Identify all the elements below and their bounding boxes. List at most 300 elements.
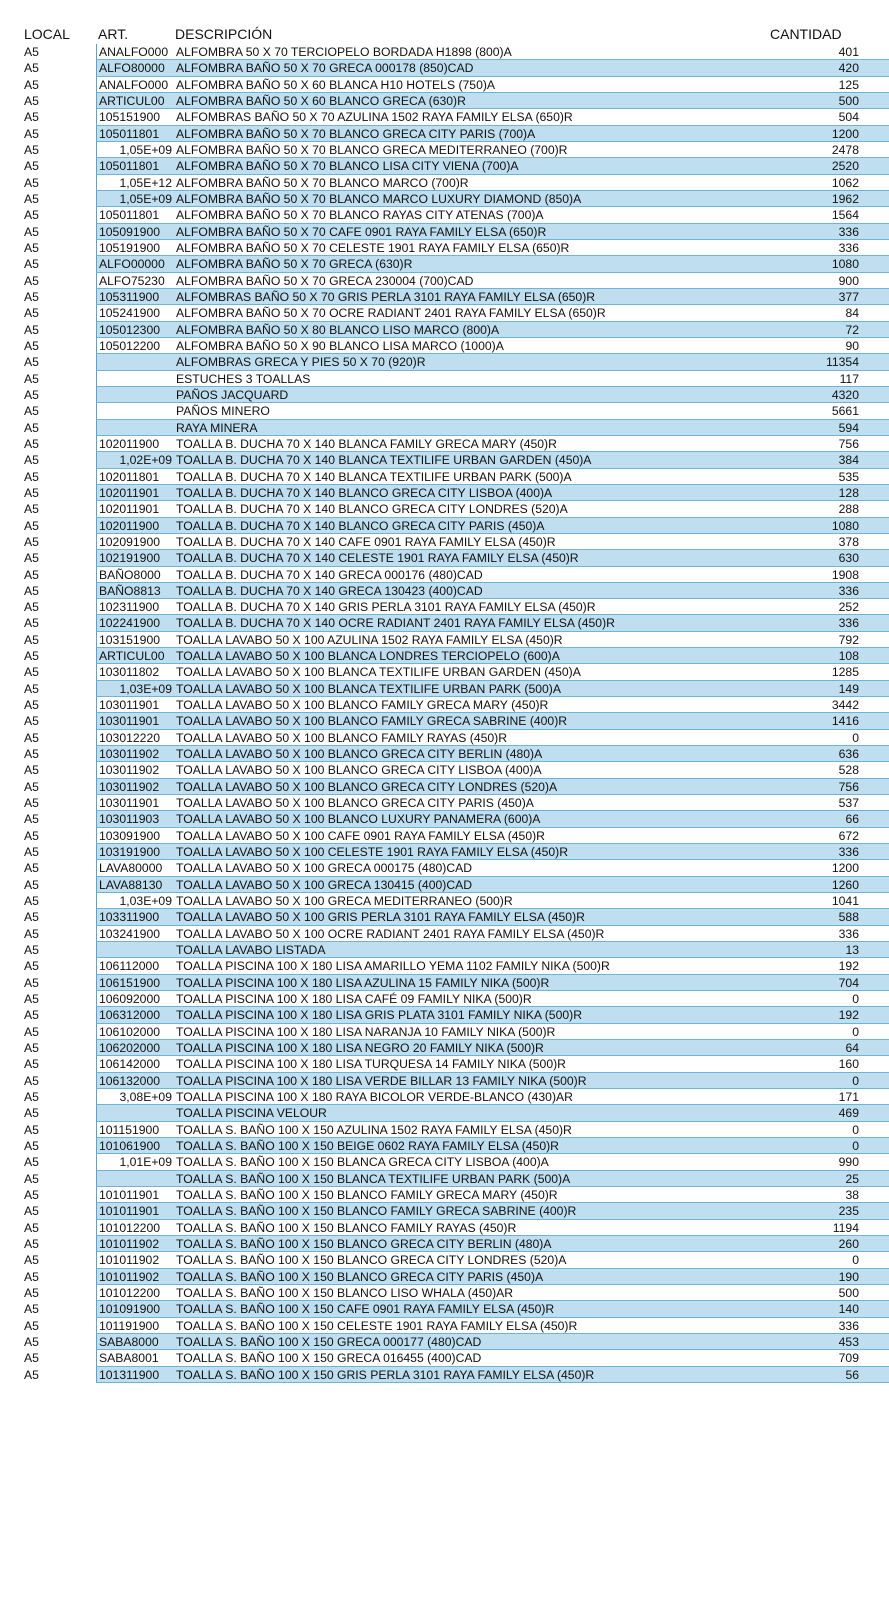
cell-local: A5 [24, 1122, 39, 1137]
cell-quantity: 0 [774, 730, 889, 746]
cell-local: A5 [24, 812, 39, 827]
cell-quantity: 528 [774, 762, 889, 778]
table-row [0, 1285, 889, 1301]
cell-description: TOALLA S. BAÑO 100 X 150 BLANCO FAMILY RAYAS (450)R [174, 1220, 774, 1236]
cell-quantity: 90 [774, 338, 889, 354]
cell-art: 106092000 [96, 991, 174, 1007]
cell-quantity: 0 [774, 991, 889, 1007]
cell-local: A5 [24, 877, 39, 892]
cell-art: 103011902 [96, 746, 174, 762]
table-row [0, 567, 889, 583]
table-row [0, 681, 889, 697]
cell-art: 103011901 [96, 795, 174, 811]
table-row [0, 1301, 889, 1317]
table-row [0, 991, 889, 1007]
cell-art: 106142000 [96, 1056, 174, 1072]
table-row [0, 942, 889, 958]
table-row [0, 1138, 889, 1154]
cell-local: A5 [24, 191, 39, 206]
cell-local: A5 [24, 796, 39, 811]
cell-local: A5 [24, 1041, 39, 1056]
cell-quantity: 469 [774, 1105, 889, 1121]
table-row [0, 1318, 889, 1334]
table-row [0, 207, 889, 223]
cell-local: A5 [24, 93, 39, 108]
cell-description: TOALLA LAVABO 50 X 100 BLANCO GRECA CITY LONDRES (520)A [174, 779, 774, 795]
cell-art: 1,05E+12 [96, 175, 174, 191]
cell-art: 3,08E+09 [96, 1089, 174, 1105]
cell-art: BAÑO8813 [96, 583, 174, 599]
cell-quantity: 630 [774, 550, 889, 566]
cell-quantity: 1564 [774, 207, 889, 223]
cell-quantity: 378 [774, 534, 889, 550]
cell-local: A5 [24, 1155, 39, 1170]
cell-description: ALFOMBRA BAÑO 50 X 70 CELESTE 1901 RAYA FAMILY ELSA (650)R [174, 240, 774, 256]
cell-art: ARTICUL00 [96, 648, 174, 664]
cell-local: A5 [24, 289, 39, 304]
cell-quantity: 336 [774, 926, 889, 942]
cell-quantity: 756 [774, 436, 889, 452]
cell-local: A5 [24, 518, 39, 533]
cell-art: 1,01E+09 [96, 1154, 174, 1170]
cell-local: A5 [24, 420, 39, 435]
cell-local: A5 [24, 1253, 39, 1268]
cell-art: 102011901 [96, 501, 174, 517]
cell-art: 106202000 [96, 1040, 174, 1056]
cell-local: A5 [24, 1008, 39, 1023]
cell-description: ALFOMBRA BAÑO 50 X 70 BLANCO GRECA MEDITERRANEO (700)R [174, 142, 774, 158]
cell-local: A5 [24, 1024, 39, 1039]
cell-quantity: 0 [774, 1252, 889, 1268]
table-row [0, 1089, 889, 1105]
cell-art: 106102000 [96, 1024, 174, 1040]
cell-quantity: 0 [774, 1122, 889, 1138]
cell-quantity: 1260 [774, 877, 889, 893]
cell-local: A5 [24, 861, 39, 876]
cell-local: A5 [24, 567, 39, 582]
cell-description: ALFOMBRA BAÑO 50 X 60 BLANCO GRECA (630)R [174, 93, 774, 109]
table-row [0, 436, 889, 452]
cell-art: 101151900 [96, 1122, 174, 1138]
table-row [0, 1350, 889, 1366]
cell-local: A5 [24, 224, 39, 239]
header-quantity: CANTIDAD [770, 26, 842, 42]
cell-description: TOALLA PISCINA 100 X 180 LISA AMARILLO YEMA 1102 FAMILY NIKA (500)R [174, 958, 774, 974]
cell-art: 103241900 [96, 926, 174, 942]
cell-description: TOALLA B. DUCHA 70 X 140 GRECA 000176 (480)CAD [174, 567, 774, 583]
cell-local: A5 [24, 779, 39, 794]
cell-quantity: 377 [774, 289, 889, 305]
cell-quantity: 900 [774, 273, 889, 289]
cell-quantity: 160 [774, 1056, 889, 1072]
cell-local: A5 [24, 126, 39, 141]
cell-description: TOALLA LAVABO 50 X 100 GRECA 000175 (480)CAD [174, 860, 774, 876]
cell-local: A5 [24, 77, 39, 92]
cell-art: 105012200 [96, 338, 174, 354]
cell-art: 103311900 [96, 909, 174, 925]
cell-local: A5 [24, 730, 39, 745]
table-row [0, 1154, 889, 1170]
table-row [0, 632, 889, 648]
cell-local: A5 [24, 975, 39, 990]
cell-art: 101311900 [96, 1367, 174, 1383]
table-row [0, 273, 889, 289]
cell-local: A5 [24, 1269, 39, 1284]
table-row [0, 1007, 889, 1023]
cell-local: A5 [24, 175, 39, 190]
cell-quantity: 1080 [774, 518, 889, 534]
cell-quantity: 1962 [774, 191, 889, 207]
cell-local: A5 [24, 583, 39, 598]
cell-quantity: 125 [774, 77, 889, 93]
cell-quantity: 1041 [774, 893, 889, 909]
cell-local: A5 [24, 828, 39, 843]
cell-local: A5 [24, 436, 39, 451]
cell-quantity: 336 [774, 844, 889, 860]
cell-local: A5 [24, 894, 39, 909]
cell-description: ALFOMBRA BAÑO 50 X 60 BLANCA H10 HOTELS (750)A [174, 77, 774, 93]
cell-description: TOALLA S. BAÑO 100 X 150 BLANCO GRECA CITY LONDRES (520)A [174, 1252, 774, 1268]
header-local: LOCAL [24, 26, 70, 42]
cell-art [96, 1105, 174, 1121]
header-art: ART. [98, 26, 129, 42]
cell-description: RAYA MINERA [174, 420, 774, 436]
cell-art: SABA8001 [96, 1350, 174, 1366]
cell-art [96, 354, 174, 370]
cell-description: TOALLA B. DUCHA 70 X 140 BLANCA FAMILY GRECA MARY (450)R [174, 436, 774, 452]
cell-local: A5 [24, 110, 39, 125]
cell-quantity: 38 [774, 1187, 889, 1203]
cell-local: A5 [24, 1171, 39, 1186]
cell-description: TOALLA LAVABO 50 X 100 GRECA MEDITERRANEO (500)R [174, 893, 774, 909]
table-row [0, 1056, 889, 1072]
cell-art [96, 387, 174, 403]
cell-quantity: 756 [774, 779, 889, 795]
cell-description: TOALLA B. DUCHA 70 X 140 BLANCO GRECA CITY LONDRES (520)A [174, 501, 774, 517]
cell-art: 102191900 [96, 550, 174, 566]
cell-local: A5 [24, 355, 39, 370]
cell-quantity: 72 [774, 322, 889, 338]
table-row [0, 730, 889, 746]
table-row [0, 354, 889, 370]
cell-local: A5 [24, 1057, 39, 1072]
table-row [0, 762, 889, 778]
cell-local: A5 [24, 257, 39, 272]
cell-quantity: 1200 [774, 860, 889, 876]
cell-description: ALFOMBRA BAÑO 50 X 70 BLANCO LISA CITY VIENA (700)A [174, 158, 774, 174]
table-row [0, 664, 889, 680]
cell-art: 103091900 [96, 828, 174, 844]
cell-description: ALFOMBRA BAÑO 50 X 70 GRECA (630)R [174, 256, 774, 272]
cell-description: TOALLA S. BAÑO 100 X 150 GRECA 000177 (480)CAD [174, 1334, 774, 1350]
cell-quantity: 594 [774, 420, 889, 436]
cell-description: TOALLA LAVABO 50 X 100 GRIS PERLA 3101 RAYA FAMILY ELSA (450)R [174, 909, 774, 925]
cell-art: LAVA88130 [96, 877, 174, 893]
table-row [0, 469, 889, 485]
cell-quantity: 171 [774, 1089, 889, 1105]
cell-local: A5 [24, 387, 39, 402]
cell-art: 102011901 [96, 485, 174, 501]
table-row [0, 1024, 889, 1040]
cell-local: A5 [24, 926, 39, 941]
cell-description: TOALLA PISCINA 100 X 180 LISA GRIS PLATA 3101 FAMILY NIKA (500)R [174, 1007, 774, 1023]
cell-quantity: 84 [774, 305, 889, 321]
cell-quantity: 13 [774, 942, 889, 958]
cell-quantity: 192 [774, 1007, 889, 1023]
cell-quantity: 500 [774, 93, 889, 109]
cell-local: A5 [24, 1187, 39, 1202]
cell-description: TOALLA PISCINA 100 X 180 RAYA BICOLOR VERDE-BLANCO (430)AR [174, 1089, 774, 1105]
cell-description: ALFOMBRA BAÑO 50 X 80 BLANCO LISO MARCO (800)A [174, 322, 774, 338]
cell-quantity: 336 [774, 583, 889, 599]
table-row [0, 77, 889, 93]
cell-description: ALFOMBRA 50 X 70 TERCIOPELO BORDADA H1898 (800)A [174, 44, 774, 60]
cell-local: A5 [24, 551, 39, 566]
cell-quantity: 1080 [774, 256, 889, 272]
cell-art: 106112000 [96, 958, 174, 974]
table-row [0, 175, 889, 191]
cell-local: A5 [24, 306, 39, 321]
cell-description: TOALLA S. BAÑO 100 X 150 BLANCO GRECA CITY BERLIN (480)A [174, 1236, 774, 1252]
cell-local: A5 [24, 959, 39, 974]
cell-quantity: 56 [774, 1367, 889, 1383]
cell-art: 1,05E+09 [96, 142, 174, 158]
cell-description: TOALLA PISCINA VELOUR [174, 1105, 774, 1121]
header-description: DESCRIPCIÓN [175, 26, 273, 42]
cell-art: 102011900 [96, 518, 174, 534]
table-row [0, 44, 889, 60]
cell-quantity: 0 [774, 1024, 889, 1040]
table-row [0, 60, 889, 76]
cell-quantity: 336 [774, 615, 889, 631]
cell-art: 103011903 [96, 811, 174, 827]
cell-art: 102011801 [96, 469, 174, 485]
cell-local: A5 [24, 649, 39, 664]
cell-description: TOALLA LAVABO 50 X 100 BLANCA TEXTILIFE URBAN GARDEN (450)A [174, 664, 774, 680]
cell-art: SABA8000 [96, 1334, 174, 1350]
table-row [0, 1236, 889, 1252]
cell-description: TOALLA LAVABO 50 X 100 BLANCO FAMILY RAYAS (450)R [174, 730, 774, 746]
table-row [0, 1220, 889, 1236]
cell-local: A5 [24, 273, 39, 288]
cell-art: BAÑO8000 [96, 567, 174, 583]
table-row [0, 1122, 889, 1138]
cell-local: A5 [24, 1073, 39, 1088]
cell-local: A5 [24, 371, 39, 386]
table-row [0, 338, 889, 354]
cell-quantity: 2520 [774, 158, 889, 174]
cell-local: A5 [24, 453, 39, 468]
cell-quantity: 117 [774, 371, 889, 387]
cell-description: TOALLA LAVABO 50 X 100 CAFE 0901 RAYA FAMILY ELSA (450)R [174, 828, 774, 844]
cell-art: 101061900 [96, 1138, 174, 1154]
cell-art [96, 371, 174, 387]
cell-local: A5 [24, 1334, 39, 1349]
cell-art: 105012300 [96, 322, 174, 338]
cell-local: A5 [24, 616, 39, 631]
cell-quantity: 672 [774, 828, 889, 844]
cell-quantity: 336 [774, 224, 889, 240]
table-row [0, 746, 889, 762]
cell-description: TOALLA LAVABO 50 X 100 BLANCA TEXTILIFE URBAN PARK (500)A [174, 681, 774, 697]
cell-art: 101012200 [96, 1285, 174, 1301]
table-row [0, 909, 889, 925]
table-row [0, 648, 889, 664]
table-row [0, 158, 889, 174]
cell-description: TOALLA LAVABO 50 X 100 CELESTE 1901 RAYA FAMILY ELSA (450)R [174, 844, 774, 860]
cell-art [96, 420, 174, 436]
table-row [0, 485, 889, 501]
cell-quantity: 792 [774, 632, 889, 648]
cell-description: ALFOMBRA BAÑO 50 X 70 CAFE 0901 RAYA FAMILY ELSA (650)R [174, 224, 774, 240]
cell-description: TOALLA LAVABO 50 X 100 AZULINA 1502 RAYA FAMILY ELSA (450)R [174, 632, 774, 648]
cell-local: A5 [24, 747, 39, 762]
cell-description: ALFOMBRA BAÑO 50 X 70 BLANCO MARCO LUXURY DIAMOND (850)A [174, 191, 774, 207]
table-row [0, 126, 889, 142]
cell-art: 102011900 [96, 436, 174, 452]
cell-quantity: 190 [774, 1269, 889, 1285]
cell-description: TOALLA B. DUCHA 70 X 140 BLANCO GRECA CITY PARIS (450)A [174, 518, 774, 534]
cell-description: TOALLA PISCINA 100 X 180 LISA CAFÉ 09 FAMILY NIKA (500)R [174, 991, 774, 1007]
cell-quantity: 500 [774, 1285, 889, 1301]
cell-quantity: 420 [774, 60, 889, 76]
cell-description: TOALLA LAVABO 50 X 100 BLANCO GRECA CITY LISBOA (400)A [174, 762, 774, 778]
cell-description: ALFOMBRAS BAÑO 50 X 70 AZULINA 1502 RAYA FAMILY ELSA (650)R [174, 109, 774, 125]
cell-local: A5 [24, 1367, 39, 1382]
cell-description: TOALLA B. DUCHA 70 X 140 BLANCA TEXTILIFE URBAN PARK (500)A [174, 469, 774, 485]
cell-art: 105011801 [96, 126, 174, 142]
cell-art: 105011801 [96, 207, 174, 223]
cell-art: 106132000 [96, 1073, 174, 1089]
cell-local: A5 [24, 1090, 39, 1104]
cell-description: TOALLA LAVABO 50 X 100 BLANCO GRECA CITY BERLIN (480)A [174, 746, 774, 762]
cell-art: 101011901 [96, 1187, 174, 1203]
cell-local: A5 [24, 910, 39, 925]
cell-description: TOALLA LAVABO 50 X 100 GRECA 130415 (400)CAD [174, 877, 774, 893]
cell-description: TOALLA LAVABO 50 X 100 BLANCO GRECA CITY PARIS (450)A [174, 795, 774, 811]
cell-art: 105311900 [96, 289, 174, 305]
cell-art [96, 942, 174, 958]
cell-quantity: 504 [774, 109, 889, 125]
cell-local: A5 [24, 1302, 39, 1317]
cell-art: 102311900 [96, 599, 174, 615]
table-row [0, 713, 889, 729]
table-row [0, 1187, 889, 1203]
cell-art: 105241900 [96, 305, 174, 321]
cell-art [96, 1171, 174, 1187]
table-row [0, 844, 889, 860]
cell-quantity: 2478 [774, 142, 889, 158]
cell-local: A5 [24, 1138, 39, 1153]
cell-local: A5 [24, 61, 39, 76]
table-row [0, 1171, 889, 1187]
cell-local: A5 [24, 845, 39, 860]
table-row [0, 697, 889, 713]
cell-description: TOALLA S. BAÑO 100 X 150 BLANCO LISO WHALA (450)AR [174, 1285, 774, 1301]
table-row [0, 1252, 889, 1268]
cell-quantity: 288 [774, 501, 889, 517]
cell-art: ALFO75230 [96, 273, 174, 289]
cell-quantity: 1200 [774, 126, 889, 142]
cell-quantity: 5661 [774, 403, 889, 419]
cell-art: 106312000 [96, 1007, 174, 1023]
cell-art: 106151900 [96, 975, 174, 991]
cell-description: TOALLA LAVABO 50 X 100 OCRE RADIANT 2401 RAYA FAMILY ELSA (450)R [174, 926, 774, 942]
cell-art: 105011801 [96, 158, 174, 174]
cell-quantity: 1908 [774, 567, 889, 583]
cell-quantity: 336 [774, 1318, 889, 1334]
cell-local: A5 [24, 1285, 39, 1300]
cell-quantity: 149 [774, 681, 889, 697]
cell-art: 101011902 [96, 1252, 174, 1268]
cell-description: TOALLA S. BAÑO 100 X 150 GRECA 016455 (400)CAD [174, 1350, 774, 1366]
cell-description: ALFOMBRAS BAÑO 50 X 70 GRIS PERLA 3101 RAYA FAMILY ELSA (650)R [174, 289, 774, 305]
cell-quantity: 336 [774, 240, 889, 256]
cell-quantity: 108 [774, 648, 889, 664]
cell-quantity: 1062 [774, 175, 889, 191]
cell-description: TOALLA B. DUCHA 70 X 140 CAFE 0901 RAYA FAMILY ELSA (450)R [174, 534, 774, 550]
cell-local: A5 [24, 159, 39, 174]
cell-quantity: 235 [774, 1203, 889, 1219]
cell-description: TOALLA B. DUCHA 70 X 140 GRECA 130423 (400)CAD [174, 583, 774, 599]
cell-description: TOALLA S. BAÑO 100 X 150 AZULINA 1502 RAYA FAMILY ELSA (450)R [174, 1122, 774, 1138]
table-row [0, 1040, 889, 1056]
cell-description: ALFOMBRA BAÑO 50 X 70 BLANCO RAYAS CITY ATENAS (700)A [174, 207, 774, 223]
cell-quantity: 66 [774, 811, 889, 827]
cell-quantity: 4320 [774, 387, 889, 403]
cell-quantity: 192 [774, 958, 889, 974]
table-row [0, 93, 889, 109]
cell-description: TOALLA LAVABO LISTADA [174, 942, 774, 958]
cell-art: 101091900 [96, 1301, 174, 1317]
cell-local: A5 [24, 992, 39, 1007]
cell-art: 1,05E+09 [96, 191, 174, 207]
table-row [0, 599, 889, 615]
cell-description: TOALLA PISCINA 100 X 180 LISA AZULINA 15 FAMILY NIKA (500)R [174, 975, 774, 991]
table-row [0, 1269, 889, 1285]
cell-local: A5 [24, 943, 39, 958]
cell-description: TOALLA S. BAÑO 100 X 150 BLANCA TEXTILIFE URBAN PARK (500)A [174, 1171, 774, 1187]
cell-quantity: 260 [774, 1236, 889, 1252]
cell-quantity: 128 [774, 485, 889, 501]
cell-local: A5 [24, 404, 39, 419]
table-row [0, 583, 889, 599]
cell-description: TOALLA S. BAÑO 100 X 150 GRIS PERLA 3101 RAYA FAMILY ELSA (450)R [174, 1367, 774, 1383]
table-row [0, 893, 889, 909]
cell-quantity: 3442 [774, 697, 889, 713]
cell-local: A5 [24, 1106, 39, 1121]
table-row [0, 420, 889, 436]
table-row [0, 1105, 889, 1121]
cell-description: TOALLA S. BAÑO 100 X 150 BLANCA GRECA CITY LISBOA (400)A [174, 1154, 774, 1170]
cell-description: TOALLA PISCINA 100 X 180 LISA NARANJA 10 FAMILY NIKA (500)R [174, 1024, 774, 1040]
cell-art: 101011901 [96, 1203, 174, 1219]
cell-art: 101191900 [96, 1318, 174, 1334]
cell-art: 1,03E+09 [96, 681, 174, 697]
cell-local: A5 [24, 208, 39, 223]
cell-art: 105151900 [96, 109, 174, 125]
cell-quantity: 11354 [774, 354, 889, 370]
cell-local: A5 [24, 1318, 39, 1333]
cell-quantity: 140 [774, 1301, 889, 1317]
cell-art: 103151900 [96, 632, 174, 648]
table-row [0, 403, 889, 419]
cell-description: ALFOMBRA BAÑO 50 X 70 BLANCO MARCO (700)R [174, 175, 774, 191]
cell-local: A5 [24, 502, 39, 517]
cell-art: 101012200 [96, 1220, 174, 1236]
cell-art: ANALFO000 [96, 44, 174, 60]
cell-local: A5 [24, 632, 39, 647]
